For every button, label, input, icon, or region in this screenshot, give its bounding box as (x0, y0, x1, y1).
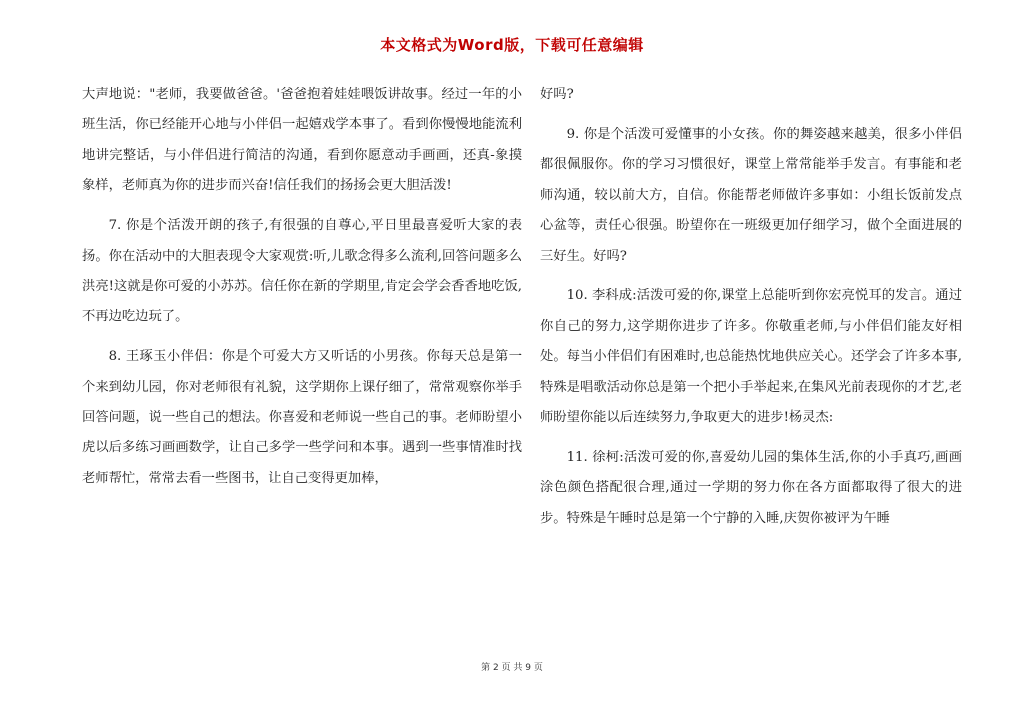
page-number-footer: 第 2 页 共 9 页 (481, 663, 543, 673)
left-column (82, 80, 522, 504)
paragraph-item-7: 7. 你是个活泼开朗的孩子,有很强的自尊心,平日里最喜爱听大家的表扬。你在活动中的大胆表现令大家观赏:听,儿歌念得多么流利,回答问题多么洪亮!这就是你可爱的小苏苏。信任你在新的学期里,肯定会学会香香地吃饭,不再边吃边玩了。 (82, 218, 522, 325)
paragraph-continuation-right: 好吗? (540, 87, 574, 102)
paragraph-item-9: 9. 你是个活泼可爱懂事的小女孩。你的舞姿越来越美，很多小伴侣都很佩服你。你的学习习惯很好，课堂上常常能举手发言。有事能和老师沟通，较以前大方，自信。你能帮老师做许多事如：小组长饭前发点心盆等，责任心很强。盼望你在一班级更加仔细学习，做个全面进展的三好生。好吗? (540, 126, 962, 264)
paragraph-item-10: 10. 李科成:活泼可爱的你,课堂上总能听到你宏亮悦耳的发言。通过你自己的努力,这学期你进步了许多。你敬重老师,与小伴侣们能友好相处。每当小伴侣们有困难时,也总能热忱地供应关心。还学会了许多本事,特殊是唱歌活动你总是第一个把小手举起来,在集风光前表现你的才艺,老师盼望你能以后连续努力,争取更大的进步!杨灵杰: (540, 288, 962, 426)
right-column (540, 80, 962, 544)
document-header-banner: 本文格式为Word版，下载可任意编辑 (380, 36, 644, 54)
paragraph-continuation: 大声地说："老师，我要做爸爸。'爸爸抱着娃娃喂饭讲故事。经过一年的小班生活，你已经能开心地与小伴侣一起嬉戏学本事了。看到你慢慢地能流利地讲完整话，与小伴侣进行简洁的沟通，看到你愿意动手画画，还真-象摸象样，老师真为你的进步而兴奋!信任我们的扬扬会更大胆活泼! (82, 87, 522, 194)
paragraph-item-11: 11. 徐柯:活泼可爱的你,喜爱幼儿园的集体生活,你的小手真巧,画画涂色颜色搭配很合理,通过一学期的努力你在各方面都取得了很大的进步。特殊是午睡时总是第一个宁静的入睡,庆贺你被评为午睡 (540, 449, 962, 526)
paragraph-item-8: 8. 王琢玉小伴侣：你是个可爱大方又听话的小男孩。你每天总是第一个来到幼儿园，你对老师很有礼貌，这学期你上课仔细了，常常观察你举手回答问题，说一些自己的想法。你喜爱和老师说一些自己的事。老师盼望小虎以后多练习画画数学，让自己多学一些学问和本事。遇到一些事情准时找老师帮忙，常常去看一些图书，让自己变得更加棒， (82, 349, 522, 486)
